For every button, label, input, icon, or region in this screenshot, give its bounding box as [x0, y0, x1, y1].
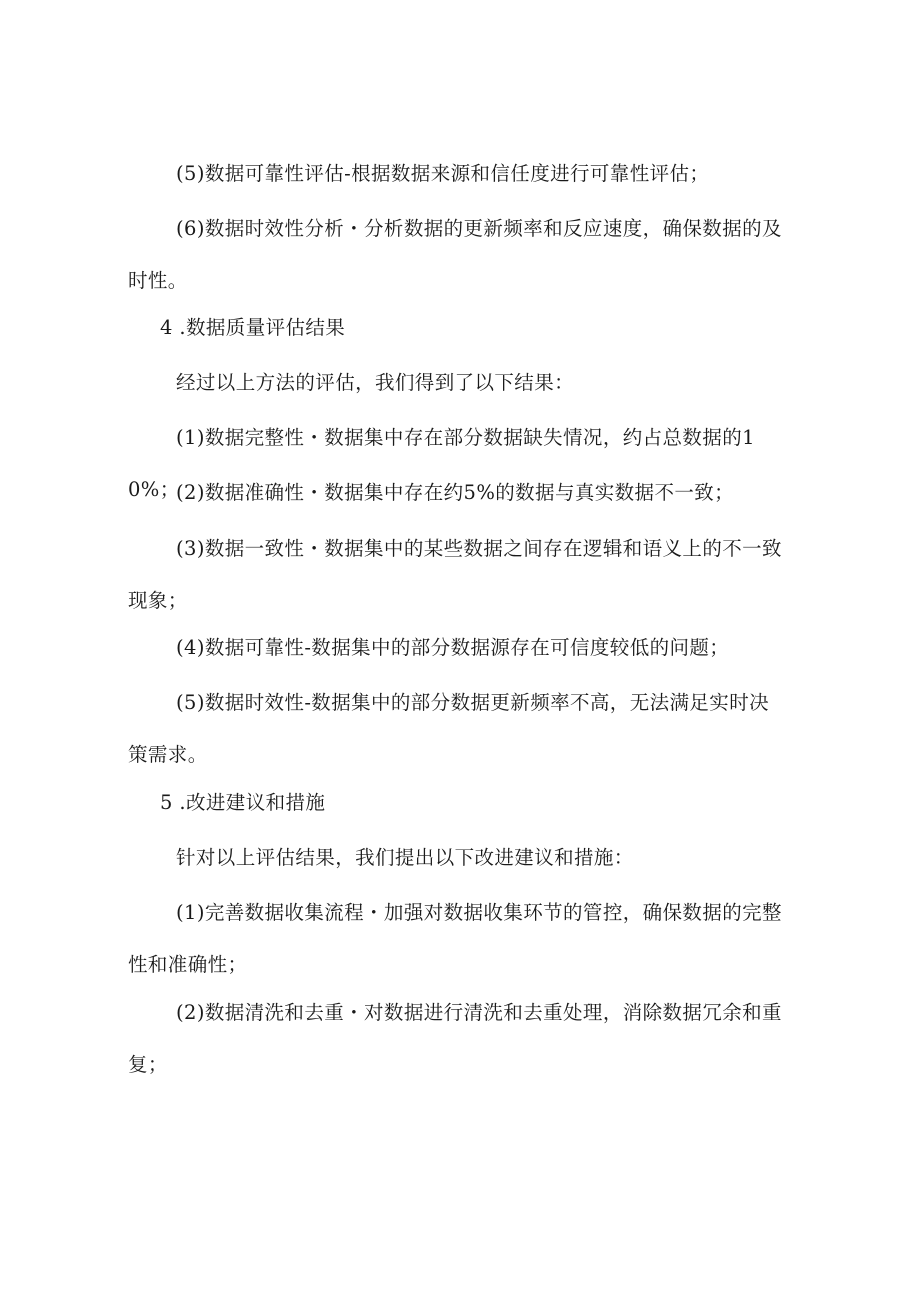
paragraph-results-intro: 经过以上方法的评估，我们得到了以下结果：	[176, 371, 575, 394]
paragraph-suggestions-intro: 针对以上评估结果，我们提出以下改进建议和措施：	[176, 846, 634, 869]
section-heading-4: 4 .数据质量评估结果	[160, 316, 346, 339]
paragraph-timeliness-analysis: (6)数据时效性分析・分析数据的更新频率和反应速度，确保数据的及时性。	[128, 217, 782, 292]
section-heading-5: 5 .改进建议和措施	[160, 791, 326, 814]
paragraph-suggestion-cleaning: (2)数据清洗和去重・对数据进行清洗和去重处理，消除数据冗余和重复；	[128, 1001, 782, 1076]
paragraph-suggestion-collection: (1)完善数据收集流程・加强对数据收集环节的管控，确保数据的完整性和准确性；	[128, 901, 782, 976]
paragraph-result-consistency: (3)数据一致性・数据集中的某些数据之间存在逻辑和语义上的不一致现象；	[128, 537, 782, 612]
paragraph-result-accuracy: (2)数据准确性・数据集中存在约5%的数据与真实数据不一致；	[176, 481, 735, 504]
paragraph-result-reliability: (4)数据可靠性-数据集中的部分数据源存在可信度较低的问题；	[176, 636, 730, 659]
paragraph-result-completeness: (1)数据完整性・数据集中存在部分数据缺失情况，约占总数据的10%；	[128, 426, 755, 501]
paragraph-reliability-assessment: (5)数据可靠性评估-根据数据来源和信任度进行可靠性评估；	[176, 162, 710, 185]
paragraph-result-timeliness: (5)数据时效性-数据集中的部分数据更新频率不高，无法满足实时决策需求。	[128, 691, 770, 766]
